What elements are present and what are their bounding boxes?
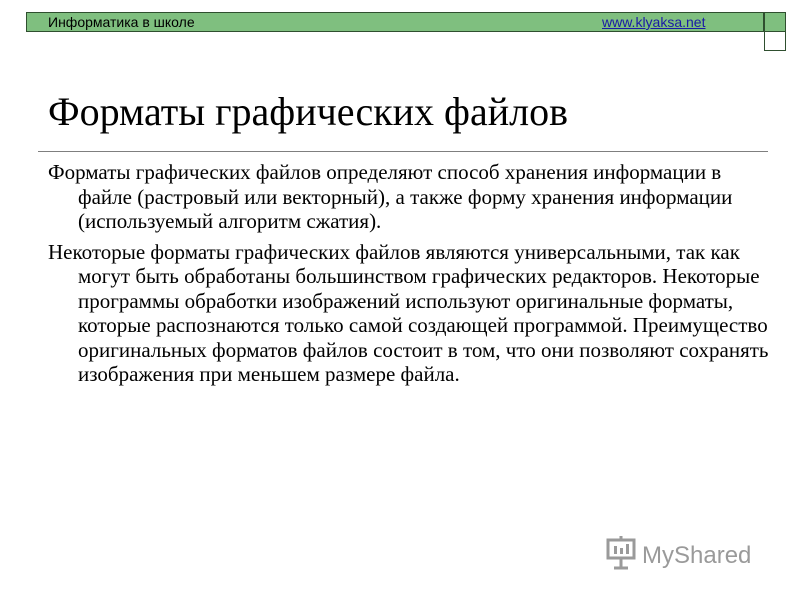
- presentation-board-icon: [606, 536, 766, 572]
- paragraph-2: Некоторые форматы графических файлов являются универсальными, так как могут быть обработаны большинством графических редакторов. Некоторые программы обработки изображений используют оригинальные форматы, которые распознаются только самой создающей программой. Преимущество оригинальных форматов файлов состоит в том, что они позволяют сохранять изображения при меньшем размере файла.: [48, 239, 769, 386]
- watermark-text: MyShared: [642, 542, 752, 569]
- watermark-logo: [606, 536, 766, 572]
- header-school-label: Информатика в школе: [48, 14, 195, 30]
- header-corner-box: [764, 12, 786, 32]
- header-corner-box-lower: [764, 31, 786, 51]
- slide-body: [48, 160, 770, 393]
- title-divider: [38, 151, 768, 152]
- paragraph-1: Форматы графических файлов определяют способ хранения информации в файле (растровый или векторный), а также форму хранения информации (используемый алгоритм сжатия).: [48, 160, 733, 233]
- slide-title: Форматы графических файлов: [48, 89, 568, 134]
- header-site-link[interactable]: www.klyaksa.net: [602, 14, 706, 30]
